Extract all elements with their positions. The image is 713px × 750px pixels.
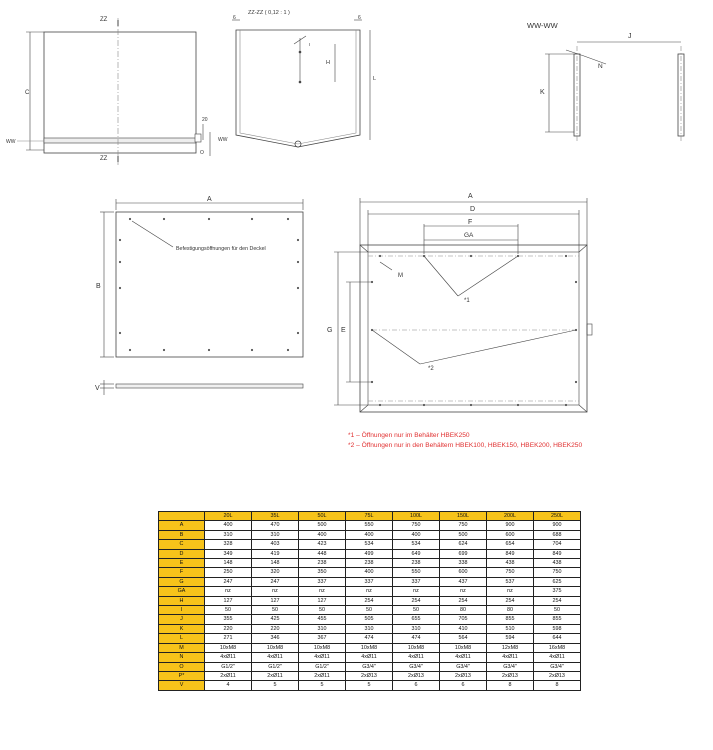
table-cell: 247 (205, 577, 252, 586)
label-dim-d: D (470, 206, 476, 213)
table-cell: 4xØ11 (440, 653, 487, 662)
table-cell: 4xØ11 (252, 653, 299, 662)
table-cell: G1/2" (205, 662, 252, 671)
table-cell: 350 (299, 568, 346, 577)
label-dim-a-lid: A (207, 196, 212, 203)
table-row (159, 568, 581, 577)
label-section-zz: ZZ-ZZ ( 0,12 : 1 ) (248, 10, 290, 16)
table-cell: 750 (487, 568, 534, 577)
table-cell: 4xØ11 (487, 653, 534, 662)
table-cell: 500 (440, 530, 487, 539)
table-row-label: C (159, 540, 205, 549)
table-row (159, 559, 581, 568)
table-row (159, 681, 581, 690)
table-cell: 50 (346, 606, 393, 615)
front-view (17, 18, 210, 165)
dimensions-table (158, 511, 581, 691)
table-cell: 750 (393, 521, 440, 530)
table-cell: 238 (299, 559, 346, 568)
table-cell: 238 (393, 559, 440, 568)
table-cell: 337 (393, 577, 440, 586)
table-cell: 8 (534, 681, 581, 690)
table-cell: 699 (440, 549, 487, 558)
table-cell: 6 (393, 681, 440, 690)
table-cell: 254 (346, 596, 393, 605)
table-cell: 8 (487, 681, 534, 690)
table-cell: nz (299, 587, 346, 596)
table-row (159, 587, 581, 596)
table-cell: 550 (346, 521, 393, 530)
table-row-label: V (159, 681, 205, 690)
table-cell: 10xM8 (393, 643, 440, 652)
label-zz-top: ZZ (100, 17, 108, 23)
table-cell: G3/4" (393, 662, 440, 671)
table-cell: 534 (346, 540, 393, 549)
label-dim-m: M (398, 273, 403, 279)
table-row (159, 653, 581, 662)
table-cell: 10xM8 (299, 643, 346, 652)
table-cell: 448 (299, 549, 346, 558)
label-dim-v: V (95, 385, 100, 392)
table-row (159, 577, 581, 586)
table-row-label: A (159, 521, 205, 530)
table-cell: 50 (252, 606, 299, 615)
table-cell: 247 (252, 577, 299, 586)
table-cell: 6 (440, 681, 487, 690)
table-corner-cell (159, 512, 205, 521)
label-dim-h: H (326, 60, 330, 66)
table-row (159, 634, 581, 643)
table-cell: 2xØ13 (487, 671, 534, 680)
table-cell: 10xM8 (205, 643, 252, 652)
table-cell: 349 (205, 549, 252, 558)
table-cell: 2xØ13 (440, 671, 487, 680)
label-dim-f: F (468, 219, 473, 226)
label-dim-a-frame: A (468, 193, 473, 200)
table-cell: 254 (534, 596, 581, 605)
table-row-label: P* (159, 671, 205, 680)
callout-1: *1 (464, 298, 470, 304)
table-cell: 16xM8 (534, 643, 581, 652)
table-cell: 855 (534, 615, 581, 624)
label-dim-b: B (96, 283, 101, 290)
table-cell: 849 (534, 549, 581, 558)
label-section-ww: WW-WW (527, 21, 558, 30)
table-cell: 10xM8 (346, 643, 393, 652)
table-cell: 425 (252, 615, 299, 624)
table-cell: 594 (487, 634, 534, 643)
table-cell: 410 (440, 624, 487, 633)
table-cell: 644 (534, 634, 581, 643)
table-cell: 4xØ11 (205, 653, 252, 662)
table-cell: 2xØ11 (252, 671, 299, 680)
table-cell: 537 (487, 577, 534, 586)
table-cell: 750 (534, 568, 581, 577)
table-cell: 900 (487, 521, 534, 530)
table-cell: nz (205, 587, 252, 596)
table-cell: 704 (534, 540, 581, 549)
table-cell: 474 (346, 634, 393, 643)
table-cell: 750 (440, 521, 487, 530)
label-dim-c: C (25, 90, 30, 96)
table-row-label: GA (159, 587, 205, 596)
label-dim-6a: 6 (233, 15, 236, 21)
table-row-label: G (159, 577, 205, 586)
table-row-label: N (159, 653, 205, 662)
table-cell: 505 (346, 615, 393, 624)
table-cell: 375 (534, 587, 581, 596)
table-cell: 80 (487, 606, 534, 615)
table-cell: 337 (299, 577, 346, 586)
label-dim-g: G (327, 327, 333, 334)
table-row-label: I (159, 606, 205, 615)
table-cell: 400 (393, 530, 440, 539)
table-cell: 2xØ13 (393, 671, 440, 680)
label-dim-o: O (200, 150, 204, 156)
table-cell: G3/4" (534, 662, 581, 671)
table-cell: 654 (487, 540, 534, 549)
table-cell: 400 (299, 530, 346, 539)
table-cell: 367 (299, 634, 346, 643)
table-cell: 4xØ11 (393, 653, 440, 662)
table-cell: 148 (252, 559, 299, 568)
label-dim-j: J (628, 33, 632, 40)
table-cell: nz (346, 587, 393, 596)
table-cell: 4xØ11 (299, 653, 346, 662)
table-cell: 705 (440, 615, 487, 624)
table-cell: 400 (205, 521, 252, 530)
table-cell: G1/2" (252, 662, 299, 671)
table-cell: 328 (205, 540, 252, 549)
table-cell: 598 (534, 624, 581, 633)
section-ww (545, 42, 684, 142)
table-cell: nz (440, 587, 487, 596)
label-ww-left: WW (6, 139, 16, 145)
table-cell: 250 (205, 568, 252, 577)
table-cell: 4xØ11 (346, 653, 393, 662)
table-cell: 400 (346, 568, 393, 577)
table-cell: 900 (534, 521, 581, 530)
note-openings-250: *1 – Öffnungen nur im Behälter HBEK250 (348, 432, 470, 439)
table-cell: 4xØ11 (534, 653, 581, 662)
table-cell: 510 (487, 624, 534, 633)
label-dim-n: N (598, 63, 603, 70)
table-row-label: O (159, 662, 205, 671)
table-cell: 688 (534, 530, 581, 539)
lid-view (100, 199, 303, 395)
table-cell: 254 (487, 596, 534, 605)
table-column-header: 100L (393, 512, 440, 521)
table-cell: 423 (299, 540, 346, 549)
table-cell: 419 (252, 549, 299, 558)
table-cell: 254 (393, 596, 440, 605)
table-column-header: 50L (299, 512, 346, 521)
table-cell: 271 (205, 634, 252, 643)
label-dim-k: K (540, 89, 545, 96)
table-cell: 625 (534, 577, 581, 586)
table-cell: 127 (252, 596, 299, 605)
table-cell: 310 (205, 530, 252, 539)
table-cell: 320 (252, 568, 299, 577)
table-cell: 5 (346, 681, 393, 690)
table-cell: 534 (393, 540, 440, 549)
table-column-header: 200L (487, 512, 534, 521)
table-cell: 438 (534, 559, 581, 568)
table-cell: 127 (205, 596, 252, 605)
table-cell: 337 (346, 577, 393, 586)
table-cell: 499 (346, 549, 393, 558)
table-row-label: L (159, 634, 205, 643)
callout-2: *2 (428, 366, 434, 372)
frame-view (334, 198, 592, 412)
table-cell: 50 (534, 606, 581, 615)
table-cell: 5 (252, 681, 299, 690)
table-cell: 500 (299, 521, 346, 530)
table-cell: 310 (346, 624, 393, 633)
table-cell: 50 (205, 606, 252, 615)
label-ww-right: WW (218, 137, 228, 143)
table-cell: 80 (440, 606, 487, 615)
table-cell: 10xM8 (440, 643, 487, 652)
table-cell: nz (393, 587, 440, 596)
table-cell: 455 (299, 615, 346, 624)
table-row (159, 615, 581, 624)
table-cell: nz (487, 587, 534, 596)
label-zz-bottom: ZZ (100, 156, 108, 162)
table-row (159, 662, 581, 671)
table-row-label: D (159, 549, 205, 558)
table-cell: G3/4" (440, 662, 487, 671)
table-cell: G3/4" (346, 662, 393, 671)
table-cell: G1/2" (299, 662, 346, 671)
table-cell: 5 (299, 681, 346, 690)
label-dim-l: L (373, 76, 377, 82)
table-row (159, 549, 581, 558)
table-row (159, 643, 581, 652)
label-dim-e: E (341, 327, 346, 334)
table-row (159, 530, 581, 539)
table-cell: 338 (440, 559, 487, 568)
table-cell: 310 (252, 530, 299, 539)
table-row-label: B (159, 530, 205, 539)
section-zz (232, 20, 370, 147)
table-cell: 600 (440, 568, 487, 577)
table-cell: 2xØ11 (205, 671, 252, 680)
table-cell: 310 (393, 624, 440, 633)
table-row (159, 596, 581, 605)
table-cell: 624 (440, 540, 487, 549)
label-dim-i: I (309, 42, 311, 47)
table-cell: 403 (252, 540, 299, 549)
table-cell: 655 (393, 615, 440, 624)
table-cell: 564 (440, 634, 487, 643)
table-row (159, 671, 581, 680)
note-openings-100-250: *2 – Öffnungen nur in den Behältern HBEK100, HBEK150, HBEK200, HBEK250 (348, 442, 583, 449)
table-row (159, 540, 581, 549)
table-cell: 4 (205, 681, 252, 690)
table-row-label: H (159, 596, 205, 605)
table-cell: 600 (487, 530, 534, 539)
table-column-header: 35L (252, 512, 299, 521)
table-cell: 438 (487, 559, 534, 568)
table-cell: 254 (440, 596, 487, 605)
table-cell: 220 (205, 624, 252, 633)
label-dim-6b: 6 (358, 15, 361, 21)
table-cell: 12xM8 (487, 643, 534, 652)
table-row (159, 521, 581, 530)
table-column-header: 250L (534, 512, 581, 521)
table-cell: 474 (393, 634, 440, 643)
table-cell: 400 (346, 530, 393, 539)
table-cell: 2xØ13 (346, 671, 393, 680)
table-cell: nz (252, 587, 299, 596)
table-cell: 10xM8 (252, 643, 299, 652)
table-cell: 346 (252, 634, 299, 643)
table-row (159, 624, 581, 633)
table-cell: 2xØ11 (299, 671, 346, 680)
table-cell: 849 (487, 549, 534, 558)
table-cell: 437 (440, 577, 487, 586)
table-cell: 355 (205, 615, 252, 624)
table-body (159, 521, 581, 690)
label-dim-20: 20 (202, 117, 208, 123)
table-cell: 127 (299, 596, 346, 605)
table-cell: 238 (346, 559, 393, 568)
table-column-header: 75L (346, 512, 393, 521)
table-row (159, 606, 581, 615)
table-header-row (159, 512, 581, 521)
table-cell: 148 (205, 559, 252, 568)
table-cell: G3/4" (487, 662, 534, 671)
table-cell: 2xØ13 (534, 671, 581, 680)
table-row-label: K (159, 624, 205, 633)
table-row-label: J (159, 615, 205, 624)
table-row-label: M (159, 643, 205, 652)
label-dim-ga: GA (464, 232, 474, 239)
table-column-header: 20L (205, 512, 252, 521)
table-row-label: F (159, 568, 205, 577)
table-row-label: E (159, 559, 205, 568)
table-cell: 649 (393, 549, 440, 558)
table-cell: 220 (252, 624, 299, 633)
table-column-header: 150L (440, 512, 487, 521)
table-cell: 50 (393, 606, 440, 615)
table-cell: 550 (393, 568, 440, 577)
table-cell: 470 (252, 521, 299, 530)
lid-fixing-holes-note: Befestigungsöffnungen für den Deckel (176, 246, 266, 252)
table-cell: 310 (299, 624, 346, 633)
table-cell: 50 (299, 606, 346, 615)
table-cell: 855 (487, 615, 534, 624)
